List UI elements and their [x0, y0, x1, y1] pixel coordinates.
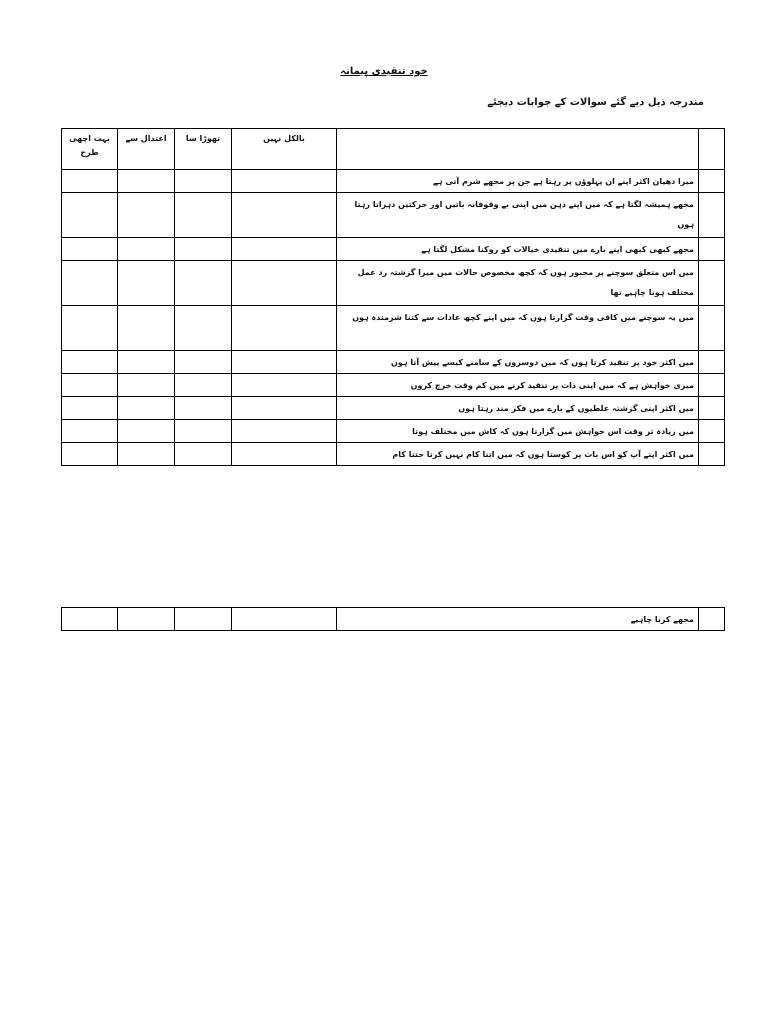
answer-cell[interactable] [118, 608, 175, 631]
table-row [62, 443, 725, 466]
option-a-little: تھوڑا سا [175, 129, 232, 170]
answer-cell[interactable] [232, 420, 337, 443]
continuation-table [61, 607, 725, 631]
table-row [62, 306, 725, 351]
answer-cell[interactable] [118, 374, 175, 397]
answer-cell[interactable] [118, 261, 175, 306]
self-criticism-scale-table [61, 128, 725, 466]
statement-cell: مجھے کبھی کبھی اپنے بارے میں تنقیدی خیالات کو روکنا مشکل لگتا ہے [337, 238, 699, 261]
answer-cell[interactable] [175, 261, 232, 306]
answer-cell[interactable] [232, 261, 337, 306]
answer-cell[interactable] [118, 443, 175, 466]
answer-cell[interactable] [175, 443, 232, 466]
number-cell [699, 420, 725, 443]
answer-cell[interactable] [175, 351, 232, 374]
statement-header-cell [337, 129, 699, 170]
answer-cell[interactable] [118, 170, 175, 193]
answer-cell[interactable] [62, 170, 118, 193]
statement-cell: مجھے کرنا چاہیے [337, 608, 699, 631]
statement-cell: میری خواہش ہے کہ میں اپنی ذات پر تنقید کرنے میں کم وقت خرچ کروں [337, 374, 699, 397]
answer-cell[interactable] [232, 374, 337, 397]
page-title: خود تنقیدی پیمانہ [340, 66, 428, 77]
statement-cell: مجھے ہمیشہ لگتا ہے کہ میں اپنے ذہن میں اپنی بے وقوفانہ باتیں اور حرکتیں دہراتا رہتا ہوں [337, 193, 699, 238]
answer-cell[interactable] [62, 238, 118, 261]
answer-cell[interactable] [62, 306, 118, 351]
statement-cell: میں اس متعلق سوچنے پر مجبور ہوں کہ کچھ مخصوص حالات میں میرا گزشتہ رد عمل مختلف ہونا چاہیے تھا [337, 261, 699, 306]
answer-cell[interactable] [232, 397, 337, 420]
statement-cell: میں زیادہ تر وقت اس خواہش میں گزارتا ہوں کہ کاش میں مختلف ہوتا [337, 420, 699, 443]
option-moderately: اعتدال سے [118, 129, 175, 170]
table-row [62, 420, 725, 443]
number-cell [699, 443, 725, 466]
answer-cell[interactable] [62, 261, 118, 306]
table-row [62, 608, 725, 631]
answer-cell[interactable] [62, 443, 118, 466]
table-row [62, 193, 725, 238]
statement-cell: میں یہ سوچنے میں کافی وقت گزارتا ہوں کہ میں اپنے کچھ عادات سے کتنا شرمندہ ہوں [337, 306, 699, 351]
answer-cell[interactable] [118, 397, 175, 420]
number-cell [699, 193, 725, 238]
answer-cell[interactable] [62, 608, 118, 631]
number-cell [699, 170, 725, 193]
answer-cell[interactable] [62, 420, 118, 443]
answer-cell[interactable] [118, 306, 175, 351]
table-row [62, 238, 725, 261]
answer-cell[interactable] [118, 351, 175, 374]
instructions: مندرجہ ذیل دیے گئے سوالات کے جوابات دیجئے [487, 97, 704, 108]
number-cell [699, 374, 725, 397]
answer-cell[interactable] [232, 306, 337, 351]
number-cell [699, 306, 725, 351]
answer-cell[interactable] [175, 170, 232, 193]
table-row [62, 374, 725, 397]
number-cell [699, 238, 725, 261]
table-row [62, 170, 725, 193]
table-row [62, 397, 725, 420]
answer-cell[interactable] [232, 170, 337, 193]
answer-cell[interactable] [175, 306, 232, 351]
number-cell [699, 397, 725, 420]
number-header-cell [699, 129, 725, 170]
table-row [62, 351, 725, 374]
answer-cell[interactable] [175, 374, 232, 397]
statement-cell: میں اکثر اپنی گزشتہ غلطیوں کے بارے میں فکر مند رہتا ہوں [337, 397, 699, 420]
answer-cell[interactable] [232, 193, 337, 238]
answer-cell[interactable] [232, 351, 337, 374]
answer-cell[interactable] [232, 608, 337, 631]
answer-cell[interactable] [175, 608, 232, 631]
answer-cell[interactable] [62, 397, 118, 420]
statement-cell: میں اکثر خود پر تنقید کرتا ہوں کہ میں دوسروں کے سامنے کیسے پیش آتا ہوں [337, 351, 699, 374]
answer-cell[interactable] [175, 420, 232, 443]
answer-cell[interactable] [118, 420, 175, 443]
table-header-row [62, 129, 725, 170]
answer-cell[interactable] [62, 193, 118, 238]
statement-cell: میرا دھیان اکثر اپنے ان پہلوؤں پر رہتا ہے جن پر مجھے شرم آتی ہے [337, 170, 699, 193]
answer-cell[interactable] [118, 238, 175, 261]
answer-cell[interactable] [62, 351, 118, 374]
answer-cell[interactable] [232, 238, 337, 261]
answer-cell[interactable] [175, 193, 232, 238]
statement-cell: میں اکثر اپنے آپ کو اس بات پر کوستا ہوں کہ میں اتنا کام نہیں کرتا جتنا کام [337, 443, 699, 466]
answer-cell[interactable] [62, 374, 118, 397]
number-cell [699, 351, 725, 374]
table-row [62, 261, 725, 306]
answer-cell[interactable] [175, 397, 232, 420]
option-very-well: بہت اچھی طرح [62, 129, 118, 170]
answer-cell[interactable] [175, 238, 232, 261]
answer-cell[interactable] [118, 193, 175, 238]
number-cell [699, 261, 725, 306]
number-cell [699, 608, 725, 631]
answer-cell[interactable] [232, 443, 337, 466]
option-not-at-all: بالکل نہیں [232, 129, 337, 170]
